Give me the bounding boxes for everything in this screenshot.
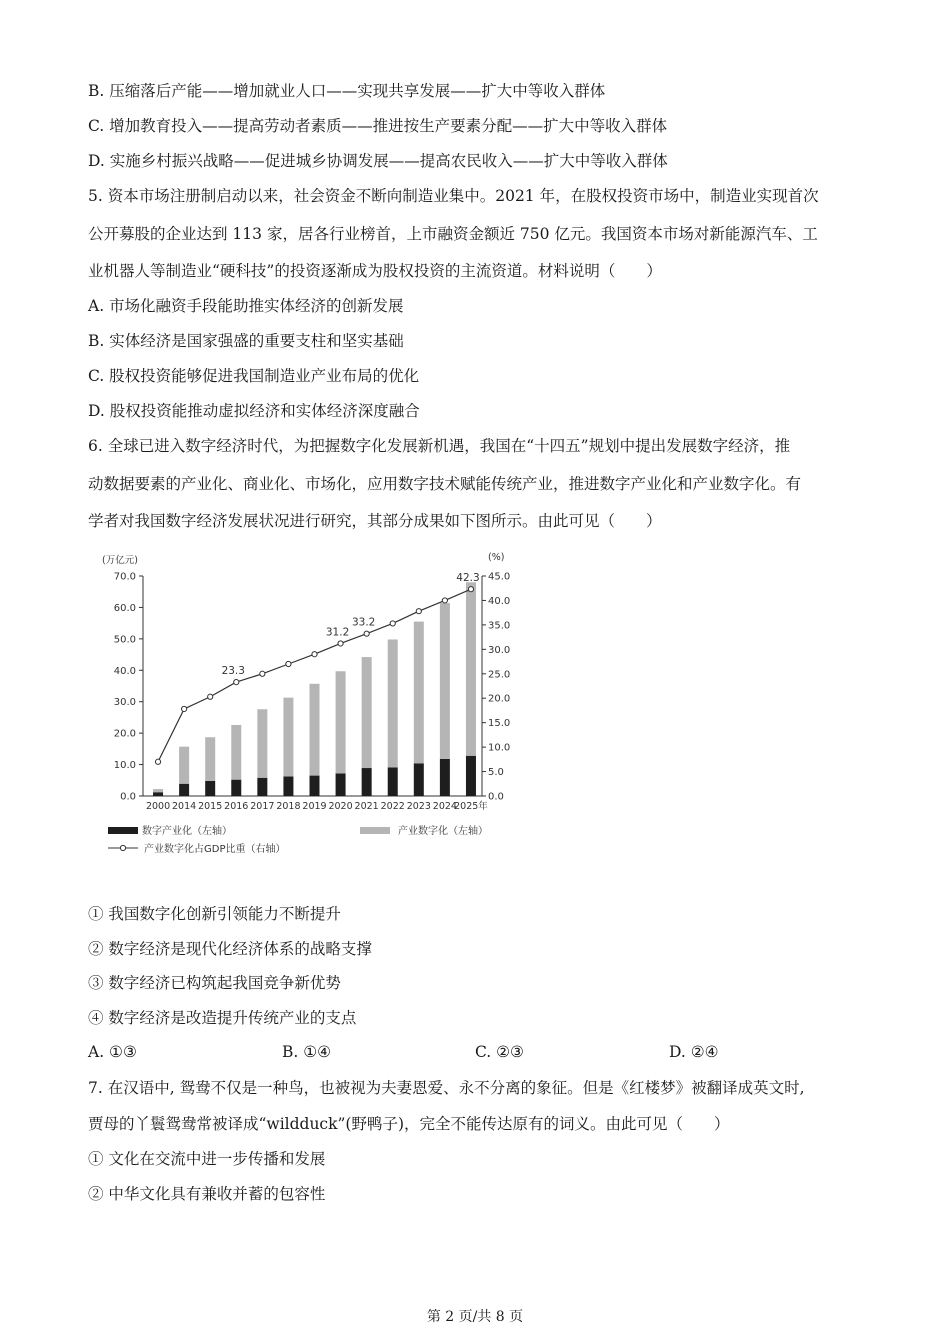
x-tick-label: 2020	[328, 801, 353, 812]
x-tick-label: 2019	[302, 801, 327, 812]
q5-option-c: C. 股权投资能够促进我国制造业产业布局的优化	[88, 367, 420, 385]
right-tick-label: 15.0	[488, 718, 511, 730]
x-tick-label: 2014	[172, 801, 197, 812]
x-tick-label: 2017	[250, 801, 275, 812]
q6-choice-c: C. ②③	[475, 1043, 524, 1061]
q5-option-b: B. 实体经济是国家强盛的重要支柱和坚实基础	[88, 332, 404, 350]
bar-industrial-digitalization	[231, 725, 241, 780]
q6-statement-3: ③ 数字经济已构筑起我国竞争新优势	[88, 974, 341, 992]
left-axis-ticks	[114, 572, 143, 803]
left-tick-label: 0.0	[120, 791, 136, 803]
bar-digital-industrialization	[257, 778, 267, 796]
q5-option-a: A. 市场化融资手段能助推实体经济的创新发展	[88, 297, 404, 315]
x-tick-label: 2018	[276, 801, 301, 812]
gdp-share-point-label: 31.2	[325, 626, 350, 639]
q4-option-c: C. 增加教育投入——提高劳动者素质——推进按生产要素分配——扩大中等收入群体	[88, 117, 668, 135]
bar-digital-industrialization	[362, 768, 372, 796]
bar-digital-industrialization	[466, 756, 476, 796]
bar-digital-industrialization	[179, 784, 189, 796]
legend-swatch-light	[360, 827, 390, 834]
chart-left-axis-unit	[102, 554, 138, 566]
gdp-share-point	[442, 598, 447, 603]
right-tick-label: 45.0	[488, 571, 511, 583]
x-tick-label: 2025年	[454, 801, 488, 812]
gdp-share-point	[364, 631, 369, 636]
gdp-share-point	[208, 694, 213, 699]
left-tick-label: 30.0	[113, 697, 136, 709]
q5-stem-line-2: 公开募股的企业达到 113 家，居各行业榜首，上市融资金额近 750 亿元。我国资本市场对新能源汽车、工	[88, 225, 818, 243]
q6-choice-a: A. ①③	[88, 1043, 137, 1061]
bar-digital-industrialization	[153, 792, 163, 796]
legend-label-dark: 数字产业化（左轴）	[142, 826, 232, 837]
left-tick-label: 60.0	[113, 602, 136, 614]
bar-digital-industrialization	[231, 780, 241, 796]
bar-industrial-digitalization	[179, 747, 189, 784]
gdp-share-point	[468, 587, 473, 592]
bar-digital-industrialization	[205, 781, 215, 796]
left-tick-label: 20.0	[113, 728, 136, 740]
q4-option-d: D. 实施乡村振兴战略——促进城乡协调发展——提高农民收入——扩大中等收入群体	[88, 152, 668, 170]
right-tick-label: 10.0	[488, 742, 511, 754]
x-tick-label: 2000	[145, 801, 171, 812]
left-tick-label: 40.0	[113, 665, 136, 677]
bar-digital-industrialization	[283, 777, 293, 796]
x-tick-label: 2021	[354, 801, 379, 812]
gdp-share-point	[155, 759, 160, 764]
q6-stem-line-3: 学者对我国数字经济发展状况进行研究，其部分成果如下图所示。由此可见（ ）	[88, 512, 662, 530]
right-tick-label: 20.0	[488, 693, 511, 705]
right-tick-label: 25.0	[488, 669, 511, 681]
bar-digital-industrialization	[414, 763, 424, 796]
q7-stem-line-2: 贾母的丫鬟鸳鸯常被译成“wildduck”(野鸭子)，完全不能传达原有的词义。由此可见（ ）	[88, 1115, 730, 1133]
legend-swatch-dark	[108, 827, 138, 834]
left-tick-label: 50.0	[113, 634, 136, 646]
svg-text:(%): (%)	[488, 552, 505, 563]
q5-stem-line-1: 5. 资本市场注册制启动以来，社会资金不断向制造业集中。2021 年，在股权投资市场中，制造业实现首次	[88, 187, 819, 205]
gdp-share-point	[338, 641, 343, 646]
page-footer: 第 2 页/共 8 页	[426, 1309, 524, 1325]
bar-industrial-digitalization	[336, 671, 346, 773]
q5-option-d: D. 股权投资能推动虚拟经济和实体经济深度融合	[88, 402, 420, 420]
x-tick-label: 2024	[432, 801, 457, 812]
gdp-share-point	[182, 706, 187, 711]
right-axis-ticks	[482, 572, 510, 803]
bar-industrial-digitalization	[440, 603, 450, 759]
bar-industrial-digitalization	[257, 709, 267, 778]
svg-text:(万亿元): (万亿元)	[102, 555, 138, 566]
q6-statement-4: ④ 数字经济是改造提升传统产业的支点	[88, 1009, 357, 1027]
bar-industrial-digitalization	[310, 684, 320, 776]
bar-industrial-digitalization	[466, 582, 476, 755]
x-tick-label: 2022	[380, 801, 405, 812]
bar-digital-industrialization	[336, 773, 346, 796]
x-axis-labels	[146, 800, 488, 812]
q6-stem-line-1: 6. 全球已进入数字经济时代，为把握数字化发展新机遇，我国在“十四五”规划中提出发展数字经济，推	[88, 437, 791, 455]
bar-digital-industrialization	[440, 759, 450, 796]
q7-stem-line-1: 7. 在汉语中, 鸳鸯不仅是一种鸟，也被视为夫妻恩爱、永不分离的象征。但是《红楼梦》被翻译成英文时,	[88, 1079, 805, 1097]
right-tick-label: 30.0	[488, 644, 511, 656]
left-tick-label: 70.0	[113, 571, 136, 583]
x-tick-label: 2015	[198, 801, 223, 812]
q6-choice-d: D. ②④	[669, 1043, 719, 1061]
bar-industrial-digitalization	[205, 737, 215, 781]
right-tick-label: 35.0	[488, 620, 511, 632]
bars	[153, 582, 476, 796]
legend-line-marker	[120, 845, 125, 850]
gdp-share-point-label: 42.3	[456, 572, 480, 585]
gdp-share-point	[390, 621, 395, 626]
legend-label-light: 产业数字化（左轴）	[398, 826, 488, 837]
bar-digital-industrialization	[310, 776, 320, 796]
x-tick-label: 2023	[406, 801, 431, 812]
right-tick-label: 0.0	[488, 791, 504, 803]
q6-stem-line-2: 动数据要素的产业化、商业化、市场化，应用数字技术赋能传统产业，推进数字产业化和产业数字化。有	[88, 475, 802, 493]
gdp-share-point	[416, 609, 421, 614]
left-tick-label: 10.0	[113, 760, 136, 772]
bar-industrial-digitalization	[388, 639, 398, 767]
q7-statement-1: ① 文化在交流中进一步传播和发展	[88, 1150, 326, 1168]
bar-digital-industrialization	[388, 767, 398, 796]
q6-statement-2: ② 数字经济是现代化经济体系的战略支撑	[88, 940, 372, 958]
bar-industrial-digitalization	[153, 789, 163, 792]
digital-economy-chart	[98, 548, 518, 860]
q6-statement-1: ① 我国数字化创新引领能力不断提升	[88, 905, 341, 923]
gdp-share-point	[260, 671, 265, 676]
q7-statement-2: ② 中华文化具有兼收并蓄的包容性	[88, 1185, 326, 1203]
right-tick-label: 5.0	[488, 767, 504, 779]
q4-option-b: B. 压缩落后产能——增加就业人口——实现共享发展——扩大中等收入群体	[88, 82, 606, 100]
gdp-share-point	[312, 652, 317, 657]
chart-right-axis-unit	[488, 552, 504, 563]
bar-industrial-digitalization	[414, 622, 424, 764]
gdp-share-point	[286, 661, 291, 666]
x-tick-label: 2016	[224, 801, 249, 812]
gdp-share-point	[234, 679, 239, 684]
gdp-share-point-label: 23.3	[221, 665, 245, 678]
gdp-share-point-label: 33.2	[351, 616, 376, 629]
right-tick-label: 40.0	[488, 595, 511, 607]
legend-label-line: 产业数字化占GDP比重（右轴）	[144, 844, 286, 855]
chart-legend	[108, 824, 488, 855]
q6-choice-b: B. ①④	[282, 1043, 332, 1061]
bar-industrial-digitalization	[362, 657, 372, 768]
bar-industrial-digitalization	[283, 698, 293, 777]
q5-stem-line-3: 业机器人等制造业“硬科技”的投资逐渐成为股权投资的主流资道。材料说明（ ）	[88, 262, 662, 280]
